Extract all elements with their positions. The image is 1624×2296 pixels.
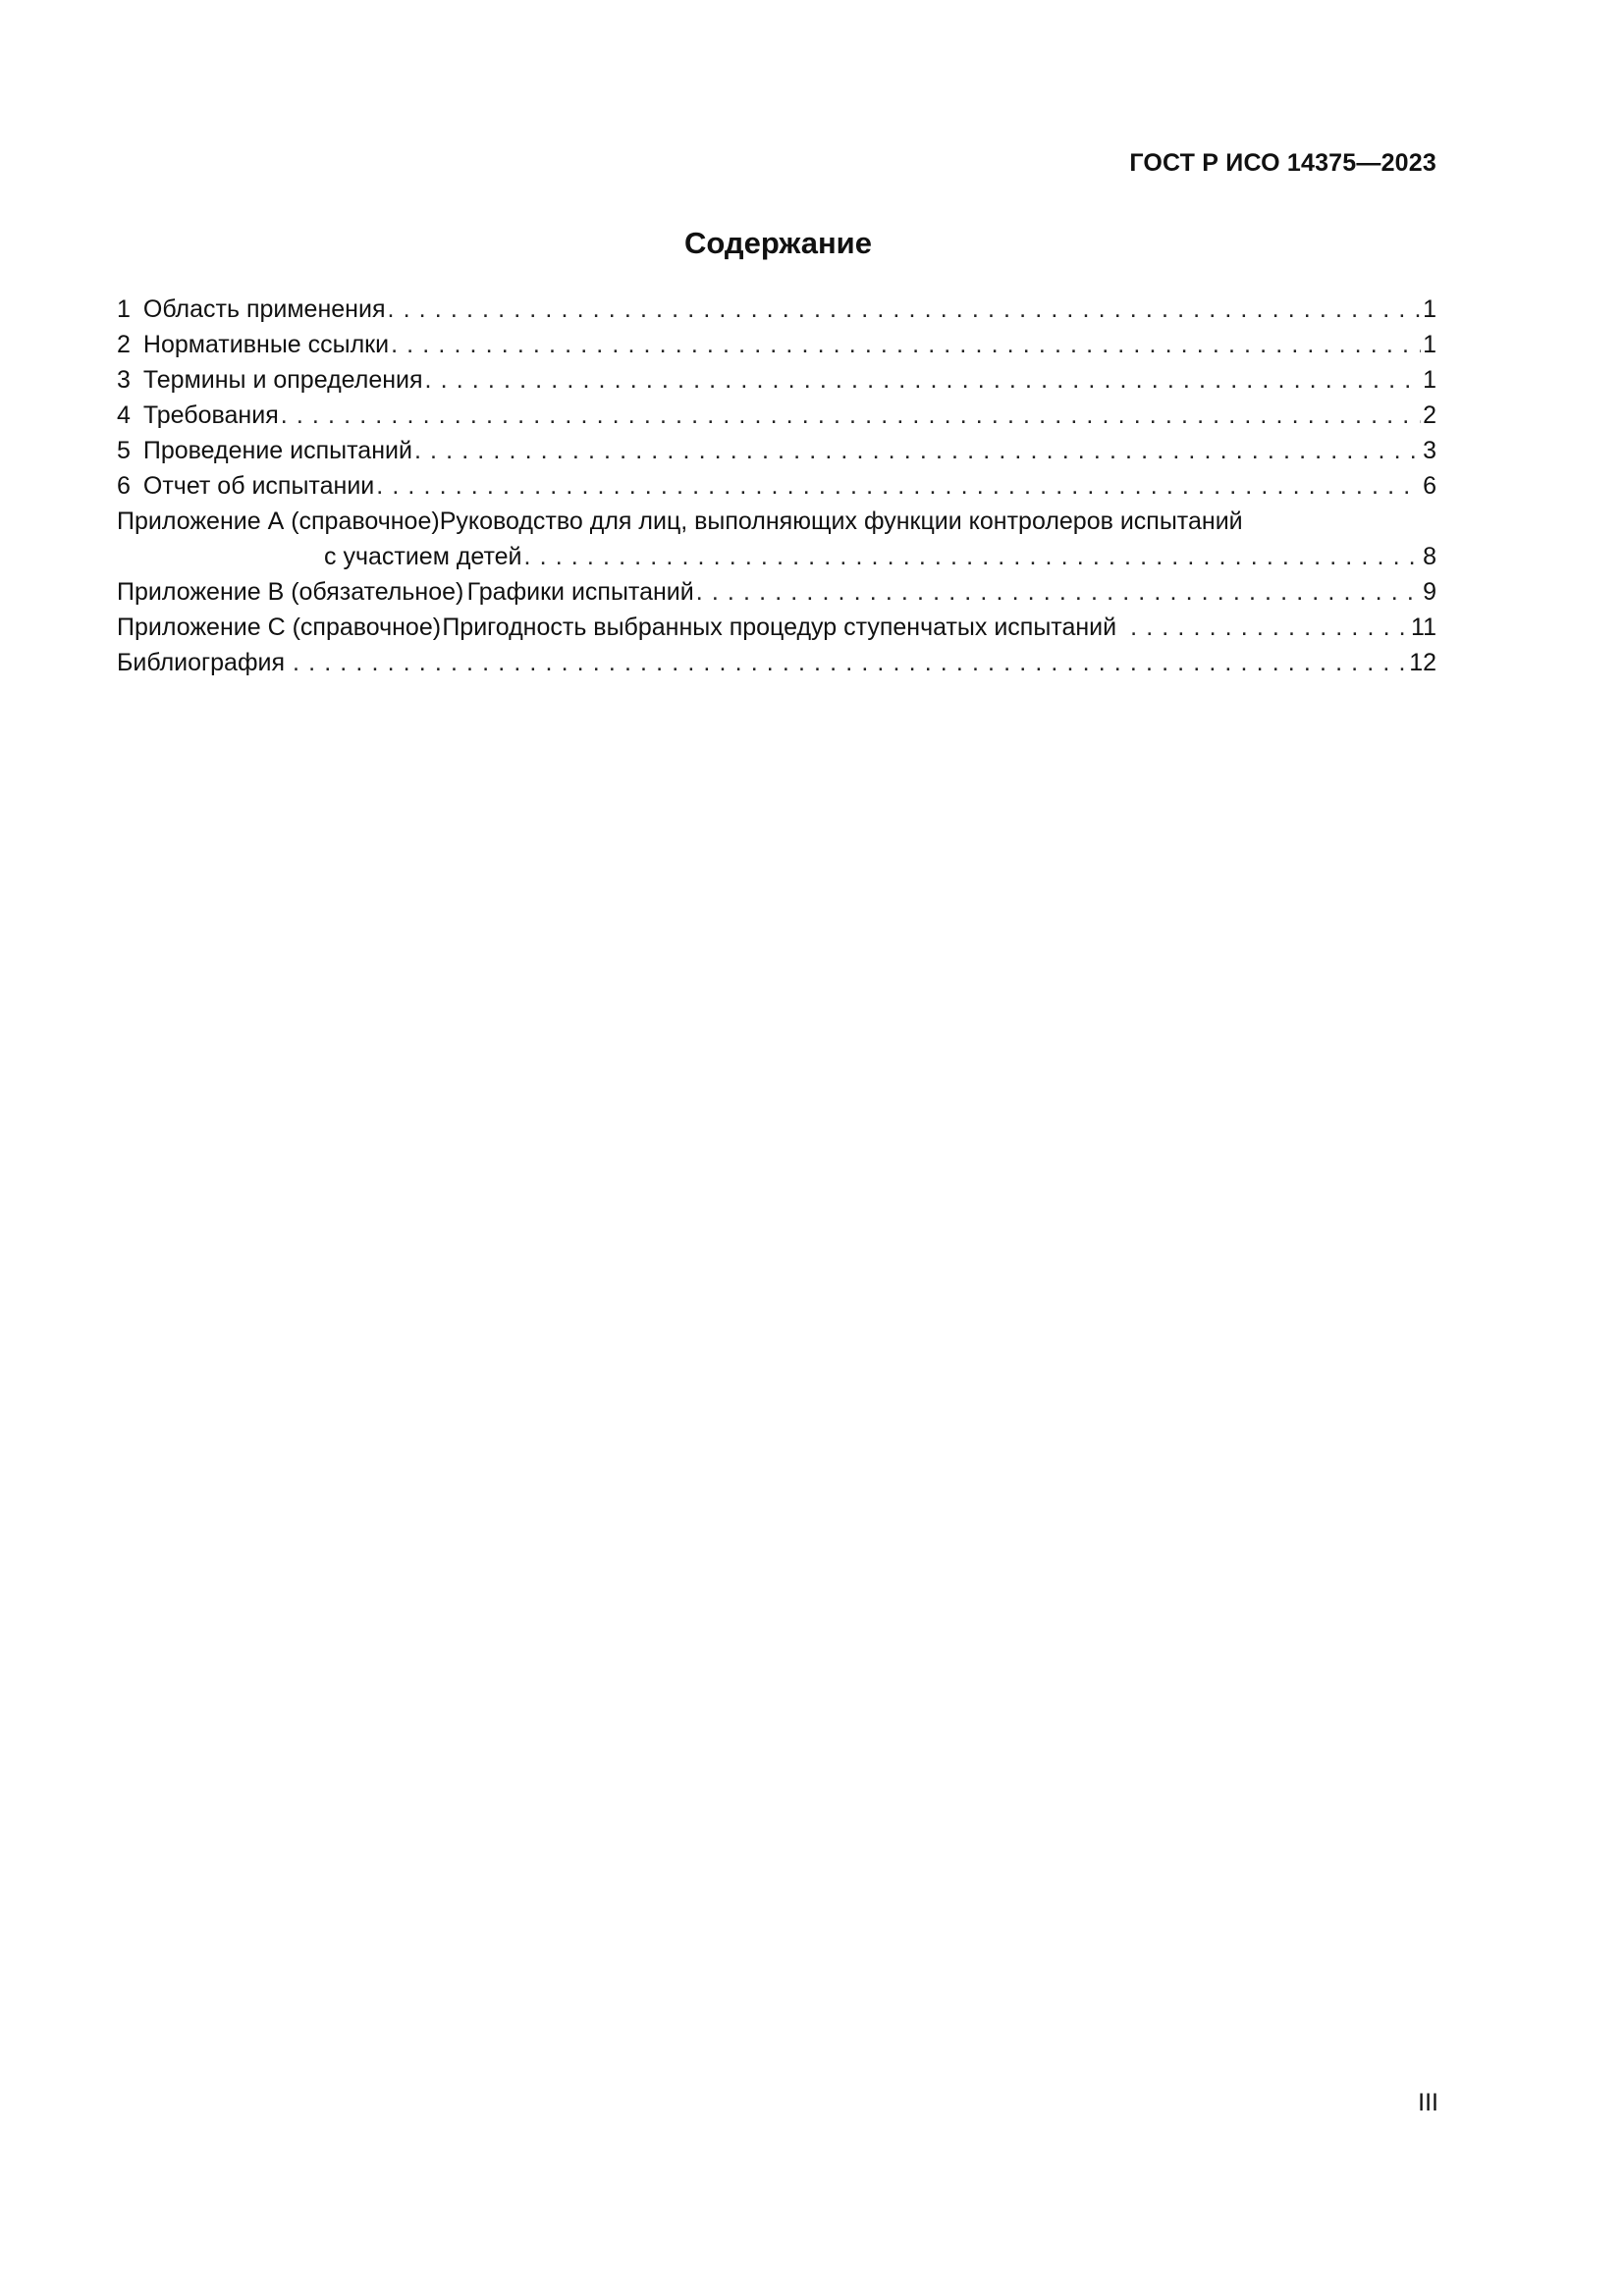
annex-label: Приложение В (обязательное) bbox=[117, 578, 464, 606]
page-number: III bbox=[1418, 2089, 1438, 2116]
dot-leader bbox=[293, 645, 1407, 680]
toc-entry-page: 12 bbox=[1409, 649, 1436, 676]
dot-leader bbox=[376, 468, 1421, 504]
toc-entry-number: 1 bbox=[117, 295, 131, 323]
table-of-contents bbox=[117, 292, 1436, 680]
annex-title: Пригодность выбранных процедур ступенчатых испытаний bbox=[442, 614, 1117, 641]
toc-entry-page: 8 bbox=[1423, 543, 1436, 570]
dot-leader bbox=[524, 539, 1422, 574]
toc-entry-page: 2 bbox=[1423, 401, 1436, 429]
toc-entry-page: 11 bbox=[1411, 614, 1436, 641]
toc-entry-page: 6 bbox=[1423, 472, 1436, 500]
annex-label: Приложение А (справочное) bbox=[117, 507, 440, 535]
toc-entry-page: 1 bbox=[1423, 295, 1436, 323]
dot-leader bbox=[281, 398, 1421, 433]
toc-entry-title: Отчет об испытании bbox=[142, 472, 375, 500]
standard-code: ГОСТ Р ИСО 14375—2023 bbox=[1129, 149, 1436, 177]
annex-title: Графики испытаний bbox=[466, 578, 694, 606]
toc-entry-number: 4 bbox=[117, 401, 131, 429]
toc-annex-c[interactable] bbox=[117, 610, 1436, 645]
dot-leader bbox=[696, 574, 1421, 610]
toc-entry-title: Нормативные ссылки bbox=[142, 331, 390, 358]
toc-entry-title: Термины и определения bbox=[142, 366, 423, 394]
toc-entry[interactable] bbox=[117, 292, 1436, 327]
toc-entry-title: Требования bbox=[142, 401, 279, 429]
toc-annex-b[interactable] bbox=[117, 574, 1436, 610]
dot-leader bbox=[1130, 610, 1409, 645]
toc-entry-page: 1 bbox=[1423, 366, 1436, 394]
toc-entry[interactable] bbox=[117, 433, 1436, 468]
toc-entry[interactable] bbox=[117, 398, 1436, 433]
toc-entry-title: Область применения bbox=[142, 295, 386, 323]
dot-leader bbox=[414, 433, 1421, 468]
bibliography-title: Библиография bbox=[117, 649, 286, 676]
toc-title: Содержание bbox=[684, 226, 872, 260]
toc-entry-page: 1 bbox=[1423, 331, 1436, 358]
toc-entry-number: 2 bbox=[117, 331, 131, 358]
annex-title: Руководство для лиц, выполняющих функции контролеров испытаний bbox=[439, 507, 1243, 535]
toc-entry-number: 6 bbox=[117, 472, 131, 500]
dot-leader bbox=[391, 327, 1421, 362]
toc-entry[interactable] bbox=[117, 362, 1436, 398]
toc-entry[interactable] bbox=[117, 327, 1436, 362]
toc-annex-a[interactable] bbox=[117, 504, 1436, 574]
annex-title-continued: с участием детей bbox=[324, 543, 522, 570]
dot-leader bbox=[425, 362, 1422, 398]
toc-entry-page: 9 bbox=[1423, 578, 1436, 606]
toc-entry-number: 5 bbox=[117, 437, 131, 464]
toc-entry[interactable] bbox=[117, 468, 1436, 504]
toc-entry-title: Проведение испытаний bbox=[142, 437, 412, 464]
dot-leader bbox=[387, 292, 1421, 327]
toc-entry-number: 3 bbox=[117, 366, 131, 394]
annex-label: Приложение С (справочное) bbox=[117, 614, 442, 641]
toc-bibliography[interactable] bbox=[117, 645, 1436, 680]
toc-entry-page: 3 bbox=[1423, 437, 1436, 464]
